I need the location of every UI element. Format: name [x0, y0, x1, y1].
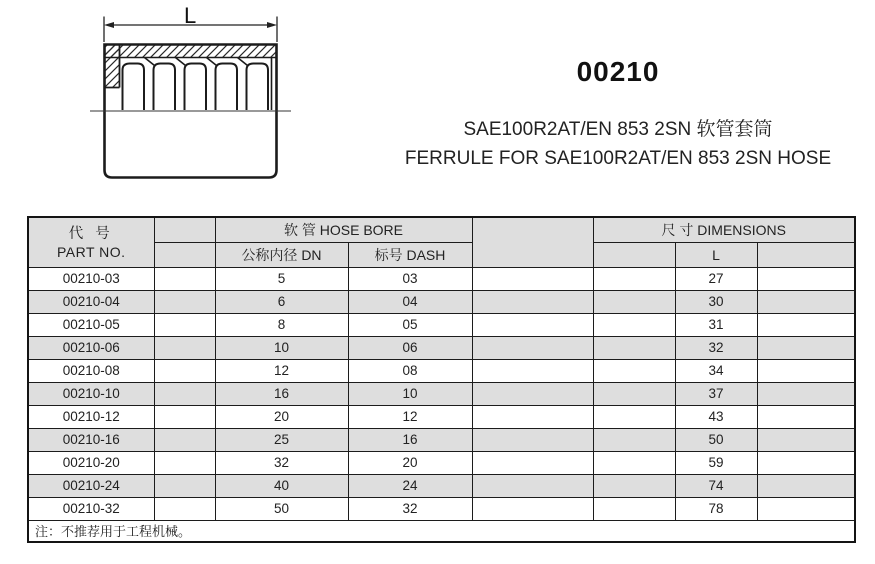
blank-cell — [593, 428, 675, 451]
blank-cell — [593, 474, 675, 497]
blank-cell — [472, 313, 593, 336]
dn-cell: 12 — [215, 359, 348, 382]
blank-cell — [757, 474, 855, 497]
part-no-cell: 00210-24 — [28, 474, 154, 497]
blank-cell — [593, 336, 675, 359]
blank-header-cell — [757, 242, 855, 267]
l-cell: 78 — [675, 497, 757, 520]
blank-header-cell — [154, 242, 215, 267]
dn-cell: 16 — [215, 382, 348, 405]
blank-cell — [757, 405, 855, 428]
blank-cell — [472, 474, 593, 497]
blank-cell — [593, 359, 675, 382]
dash-cell: 08 — [348, 359, 472, 382]
hatched-wall — [105, 45, 277, 58]
blank-header-cell — [593, 242, 675, 267]
dash-cell: 20 — [348, 451, 472, 474]
blank-cell — [757, 336, 855, 359]
part-no-cell: 00210-20 — [28, 451, 154, 474]
l-cell: 37 — [675, 382, 757, 405]
table-row — [28, 474, 855, 497]
dash-cell: 16 — [348, 428, 472, 451]
blank-cell — [593, 451, 675, 474]
blank-cell — [154, 336, 215, 359]
blank-cell — [757, 267, 855, 290]
dash-header: 标号 DASH — [348, 242, 472, 267]
dn-cell: 50 — [215, 497, 348, 520]
dash-cell: 32 — [348, 497, 472, 520]
dash-cell: 04 — [348, 290, 472, 313]
blank-cell — [472, 267, 593, 290]
dn-cell: 5 — [215, 267, 348, 290]
blank-cell — [472, 336, 593, 359]
blank-cell — [757, 497, 855, 520]
dimensions-group-header: 尺 寸 DIMENSIONS — [593, 217, 855, 242]
blank-cell — [757, 313, 855, 336]
blank-cell — [154, 359, 215, 382]
part-no-cell: 00210-05 — [28, 313, 154, 336]
blank-cell — [757, 451, 855, 474]
part-no-cell: 00210-08 — [28, 359, 154, 382]
serration-teeth — [123, 64, 269, 111]
part-no-cell: 00210-10 — [28, 382, 154, 405]
part-no-header-en: PART NO. — [56, 244, 126, 261]
part-no-cell: 00210-04 — [28, 290, 154, 313]
dn-cell: 40 — [215, 474, 348, 497]
table-row — [28, 428, 855, 451]
hose-bore-group-header: 软 管 HOSE BORE — [215, 217, 472, 242]
blank-cell — [154, 428, 215, 451]
dn-header: 公称内径 DN — [215, 242, 348, 267]
dash-cell: 12 — [348, 405, 472, 428]
blank-cell — [472, 405, 593, 428]
blank-cell — [472, 451, 593, 474]
page-title: 00210 — [576, 56, 660, 87]
table-row — [28, 451, 855, 474]
blank-cell — [154, 313, 215, 336]
blank-cell — [593, 267, 675, 290]
dn-cell: 20 — [215, 405, 348, 428]
dash-cell: 06 — [348, 336, 472, 359]
dash-cell: 05 — [348, 313, 472, 336]
table-row — [28, 313, 855, 336]
l-cell: 34 — [675, 359, 757, 382]
blank-cell — [593, 313, 675, 336]
table-row — [28, 382, 855, 405]
blank-cell — [154, 267, 215, 290]
blank-cell — [154, 405, 215, 428]
dash-cell: 10 — [348, 382, 472, 405]
blank-cell — [472, 382, 593, 405]
table-row — [28, 290, 855, 313]
table-row — [28, 336, 855, 359]
spec-table — [27, 216, 856, 543]
blank-header-cell — [472, 217, 593, 267]
table-body — [28, 267, 855, 520]
part-no-header-cn: 代 号 — [68, 226, 114, 243]
blank-cell — [472, 497, 593, 520]
l-cell: 43 — [675, 405, 757, 428]
blank-cell — [154, 474, 215, 497]
dim-arrow-left — [104, 22, 114, 28]
blank-cell — [154, 497, 215, 520]
table-header — [28, 217, 855, 267]
part-no-cell: 00210-32 — [28, 497, 154, 520]
blank-cell — [472, 359, 593, 382]
dn-cell: 32 — [215, 451, 348, 474]
blank-cell — [154, 382, 215, 405]
blank-cell — [593, 290, 675, 313]
blank-cell — [154, 451, 215, 474]
dn-cell: 8 — [215, 313, 348, 336]
dn-cell: 6 — [215, 290, 348, 313]
part-description — [368, 115, 868, 173]
part-no-header — [28, 217, 154, 267]
table-note: 注：不推荐用于工程机械。 — [28, 520, 855, 542]
l-cell: 50 — [675, 428, 757, 451]
ferrule-section-drawing — [75, 0, 310, 195]
l-header: L — [675, 242, 757, 267]
dn-cell: 10 — [215, 336, 348, 359]
blank-cell — [593, 382, 675, 405]
table-footer — [28, 520, 855, 542]
subtitle-english: FERRULE FOR SAE100R2AT/EN 853 2SN HOSE — [404, 148, 832, 169]
l-cell: 27 — [675, 267, 757, 290]
part-no-cell: 00210-06 — [28, 336, 154, 359]
l-cell: 74 — [675, 474, 757, 497]
table-row — [28, 497, 855, 520]
l-cell: 30 — [675, 290, 757, 313]
blank-cell — [154, 290, 215, 313]
blank-cell — [757, 428, 855, 451]
blank-cell — [757, 382, 855, 405]
l-cell: 32 — [675, 336, 757, 359]
blank-cell — [757, 290, 855, 313]
blank-header-cell — [154, 217, 215, 242]
dash-cell: 03 — [348, 267, 472, 290]
table-row — [28, 359, 855, 382]
l-cell: 59 — [675, 451, 757, 474]
blank-cell — [472, 290, 593, 313]
blank-cell — [472, 428, 593, 451]
l-cell: 31 — [675, 313, 757, 336]
dim-arrow-right — [267, 22, 277, 28]
dimension-label: L — [184, 3, 197, 28]
part-no-cell: 00210-16 — [28, 428, 154, 451]
blank-cell — [757, 359, 855, 382]
subtitle-chinese: SAE100R2AT/EN 853 2SN 软管套筒 — [463, 119, 773, 140]
table-row — [28, 405, 855, 428]
table-row — [28, 267, 855, 290]
part-no-cell: 00210-03 — [28, 267, 154, 290]
blank-cell — [593, 497, 675, 520]
dash-cell: 24 — [348, 474, 472, 497]
hatched-collar — [105, 45, 120, 88]
dn-cell: 25 — [215, 428, 348, 451]
blank-cell — [593, 405, 675, 428]
part-no-cell: 00210-12 — [28, 405, 154, 428]
